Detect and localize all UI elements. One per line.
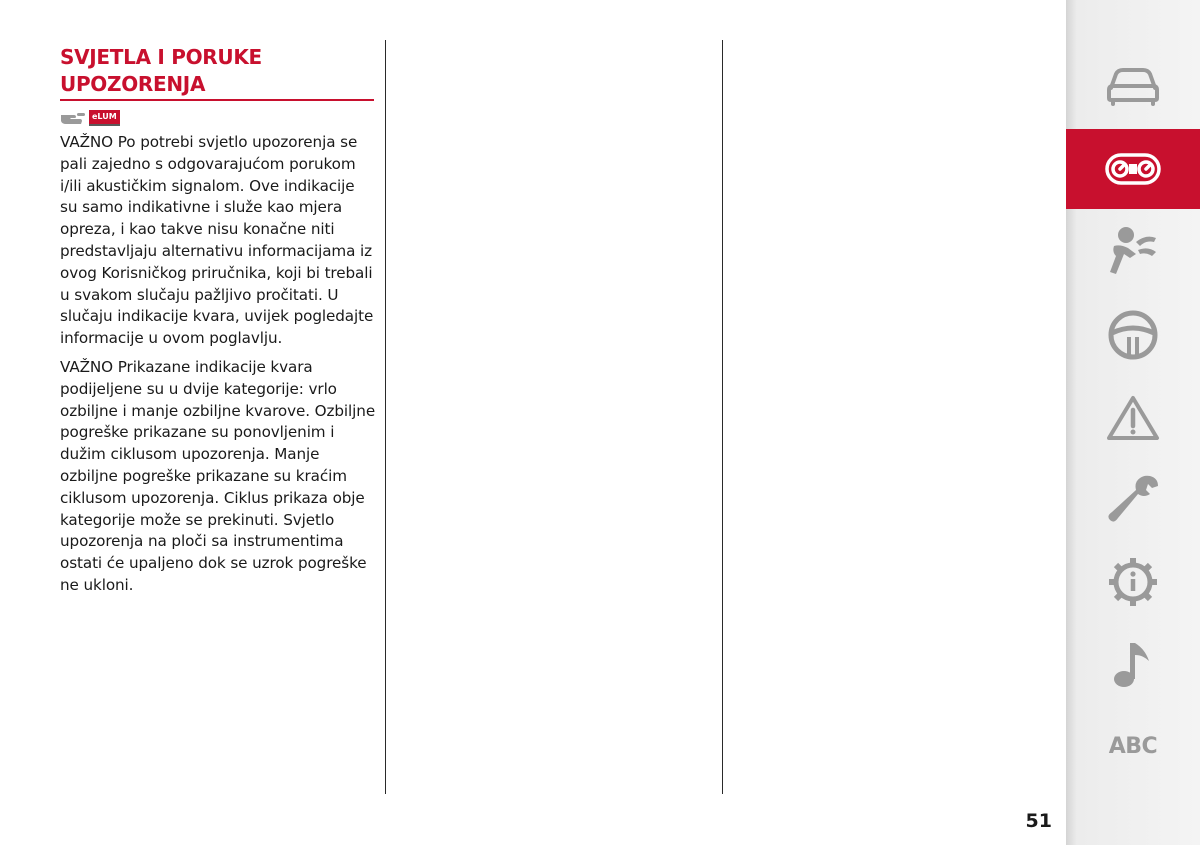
column-divider-left (385, 40, 386, 794)
sidebar-item-safety[interactable] (1066, 210, 1200, 290)
sidebar-item-instruments[interactable] (1066, 129, 1200, 209)
index-label: ABC (1108, 733, 1158, 759)
title-underline (60, 99, 374, 101)
wrench-icon (1106, 472, 1160, 528)
sidebar-item-index[interactable] (1066, 706, 1200, 786)
steering-wheel-icon (1107, 309, 1159, 361)
pointing-hand-icon (60, 111, 86, 125)
info-gear-icon (1106, 555, 1160, 609)
paragraph-2: VAŽNO Prikazane indikacije kvara podijeljene su u dvije kategorije: vrlo ozbiljne i manje ozbiljne kvarove. Ozbiljne pogreške prikazane su ponovljenim i dužim ciklusom upozorenja. Manje ozbiljne pogreške prikazane su kraćim ciklusom upozorenja. Ciklus prikaza obje kategorije može se prekinuti. Svjetlo upozorenja na ploči sa instrumentima ostati će upaljeno dok se uzrok pogreške ne ukloni. (60, 357, 376, 594)
sidebar-item-multimedia[interactable] (1066, 624, 1200, 704)
chapter-sidebar (1066, 0, 1200, 845)
section-title: SVJETLA I PORUKE UPOZORENJA (60, 45, 262, 96)
sidebar-item-car[interactable] (1066, 45, 1200, 125)
instrument-cluster-icon (1104, 151, 1162, 187)
page-number: 51 (1025, 810, 1052, 832)
paragraph-1: VAŽNO Po potrebi svjetlo upozorenja se pali zajedno s odgovarajućom porukom i/ili akustičkim signalom. Ove indikacije su samo indikativne i služe kao mjera opreza, i kao takve nisu konačne niti predstavljaju alternativu informacijama iz ovog Korisničkog priručnika, koji bi trebali u svakom slučaju pažljivo pročitati. U slučaju indikacije kvara, uvijek pogledajte informacije u ovom poglavlju. (60, 133, 374, 348)
warning-triangle-icon (1106, 394, 1160, 442)
car-icon (1105, 64, 1161, 106)
elum-badge: eLUM (89, 110, 120, 126)
content-column (60, 44, 376, 597)
sidebar-item-driving[interactable] (1066, 295, 1200, 375)
airbag-seat-icon (1106, 224, 1160, 276)
sidebar-item-technical-data[interactable] (1066, 542, 1200, 622)
column-divider-right (722, 40, 723, 794)
sidebar-item-emergency[interactable] (1066, 378, 1200, 458)
music-note-icon (1111, 639, 1155, 689)
applicability-badges (60, 110, 376, 126)
sidebar-item-maintenance[interactable] (1066, 460, 1200, 540)
